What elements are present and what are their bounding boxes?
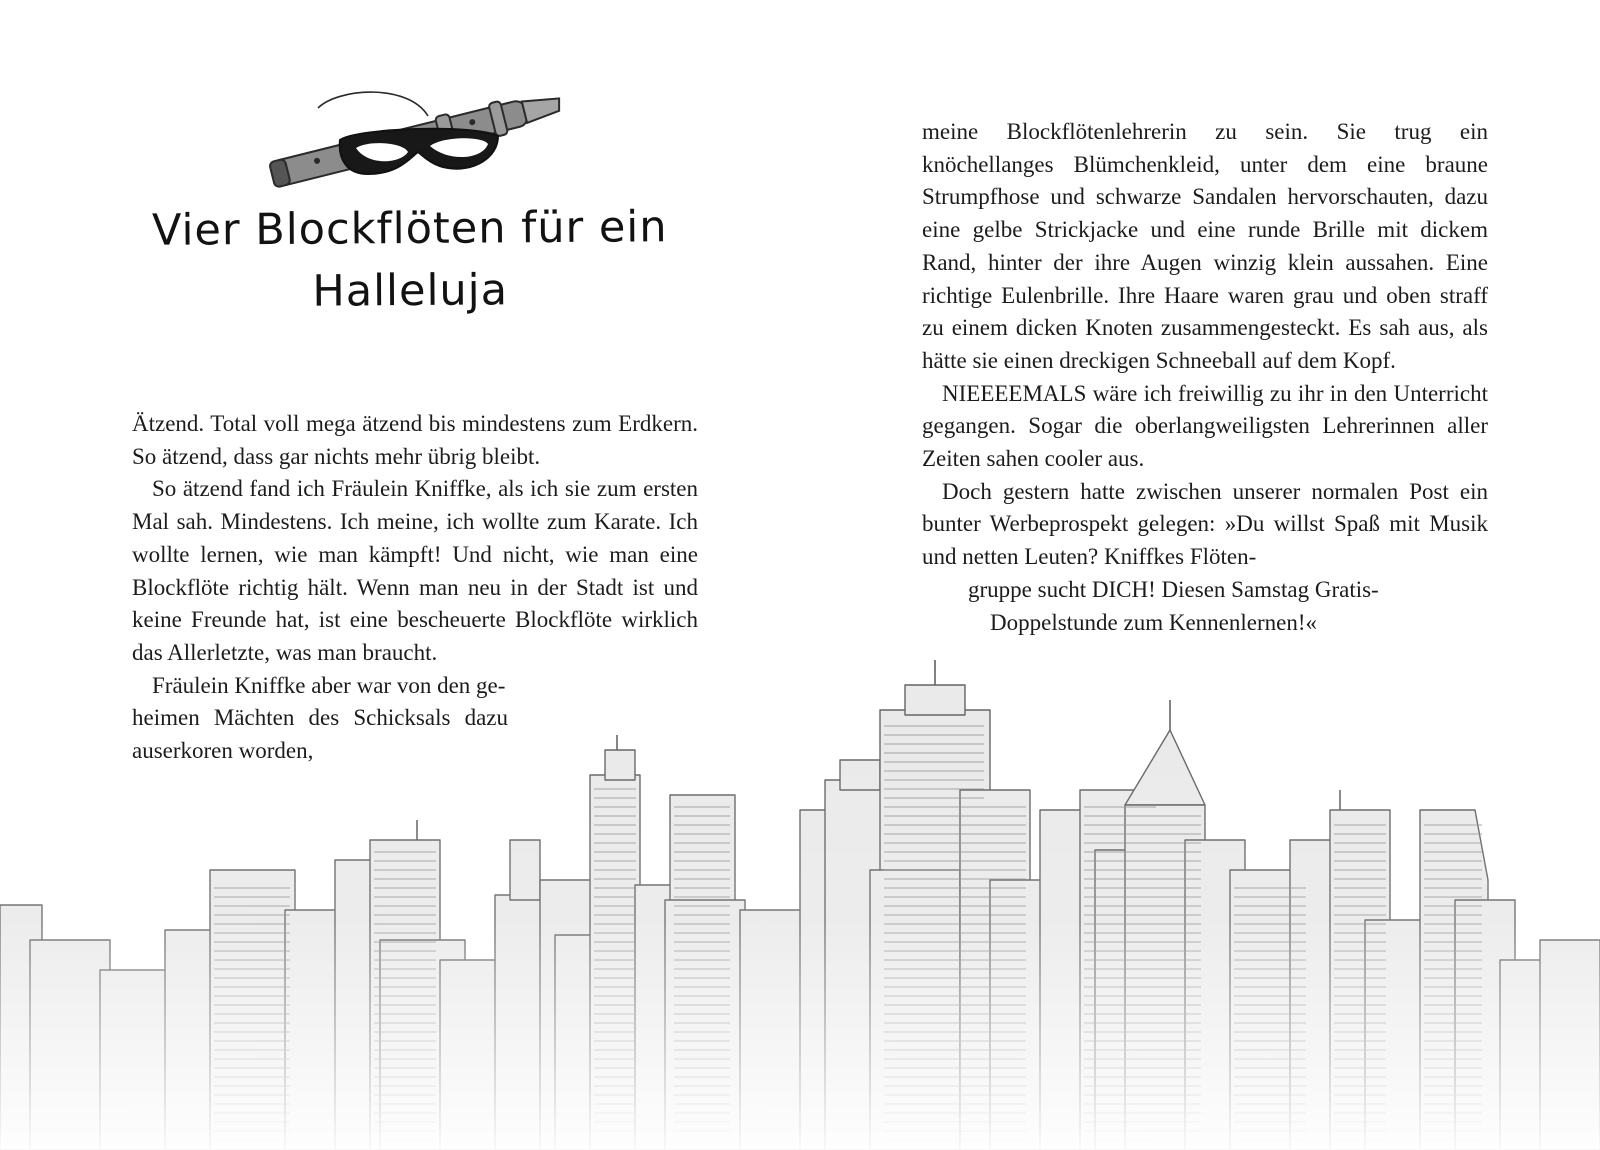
paragraph: NIEEEEMALS wäre ich freiwillig zu ihr in den Unterricht gegangen. Sogar die oberlangweiligsten Lehrerinnen aller Zeiten sahen cooler aus. bbox=[922, 380, 1488, 472]
left-page-column bbox=[132, 408, 698, 768]
recorder-with-eye-mask-icon bbox=[258, 78, 578, 188]
chapter-title-line-1: Vier Blockflöten für ein bbox=[151, 202, 668, 256]
paragraph: Doch gestern hatte zwischen unserer normalen Post ein bunter Werbeprospekt gelegen: »Du willst Spaß mit Musik und netten Leuten? Kniffkes Flöten- bbox=[922, 478, 1488, 570]
paragraph-line: Doppelstunde zum Kennenlernen!« bbox=[990, 609, 1318, 635]
paragraph-line: Fräulein Kniffke aber war von den ge- bbox=[152, 672, 506, 698]
paragraph-line: gruppe sucht DICH! Diesen Samstag Gratis- bbox=[968, 576, 1379, 602]
chapter-title bbox=[130, 196, 691, 324]
right-page-column bbox=[922, 116, 1488, 639]
paragraph: meine Blockflötenlehrerin zu sein. Sie trug ein knöchellanges Blümchenkleid, unter dem eine braune Strumpfhose und schwarze Sandalen hervorschauten, dazu eine gelbe Strickjacke und eine runde Brille mit dickem Rand, hinter der ihre Augen winzig klein aussahen. Eine richtige Eulenbrille. Ihre Haare waren grau und oben straff zu einem dicken Knoten zusammengesteckt. Es sah aus, als hätte sie einen dreckigen Schneeball auf dem Kopf. bbox=[922, 119, 1488, 373]
paragraph: heimen Mächten des Schicksals dazu auserkoren worden, bbox=[132, 705, 508, 764]
paragraph: So ätzend fand ich Fräulein Kniffke, als ich sie zum ersten Mal sah. Mindestens. Ich meine, ich wollte zum Karate. Ich wollte lernen, wie man kämpft! Und nicht, wie man eine Blockflöte richtig hält. Wenn man neu in der Stadt ist und keine Freunde hat, ist eine bescheuerte Blockflöte wirklich das Allerletzte, was man braucht. bbox=[132, 476, 698, 665]
chapter-title-line-2: Halleluja bbox=[312, 265, 509, 317]
paragraph: Ätzend. Total voll mega ätzend bis mindestens zum Erdkern. So ätzend, dass gar nichts mehr übrig bleibt. bbox=[132, 411, 698, 469]
